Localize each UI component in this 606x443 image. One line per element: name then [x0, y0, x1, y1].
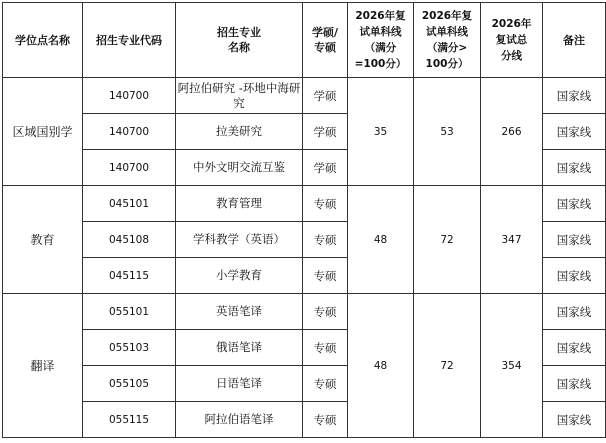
note-cell: 国家线 [543, 186, 606, 222]
note-cell: 国家线 [543, 258, 606, 294]
field-name-cell: 翻译 [3, 294, 83, 438]
major-code-cell: 140700 [83, 150, 176, 186]
major-code-cell: 055103 [83, 330, 176, 366]
note-cell: 国家线 [543, 78, 606, 114]
major-code-cell: 045108 [83, 222, 176, 258]
major-name-cell: 中外文明交流互鉴 [176, 150, 303, 186]
degree-type-cell: 专硕 [303, 222, 348, 258]
note-cell: 国家线 [543, 150, 606, 186]
note-cell: 国家线 [543, 366, 606, 402]
note-cell: 国家线 [543, 330, 606, 366]
header-field: 学位点名称 [3, 3, 83, 78]
score-table [2, 2, 606, 438]
major-name-cell: 俄语笔译 [176, 330, 303, 366]
major-code-cell: 045101 [83, 186, 176, 222]
note-cell: 国家线 [543, 114, 606, 150]
total-score-cell: 354 [481, 294, 543, 438]
major-name-cell: 拉美研究 [176, 114, 303, 150]
major-code-cell: 045115 [83, 258, 176, 294]
major-name-cell: 小学教育 [176, 258, 303, 294]
table-row [3, 294, 606, 330]
degree-type-cell: 专硕 [303, 258, 348, 294]
header-row [3, 3, 606, 78]
degree-type-cell: 专硕 [303, 402, 348, 438]
major-code-cell: 055101 [83, 294, 176, 330]
table-row [3, 186, 606, 222]
header-note: 备注 [543, 3, 606, 78]
single-score-full100-cell: 48 [348, 186, 414, 294]
degree-type-cell: 学硕 [303, 150, 348, 186]
major-name-cell: 阿拉伯语笔译 [176, 402, 303, 438]
header-single-over100: 2026年复 试单科线 （满分> 100分） [414, 3, 481, 78]
field-name-cell: 区域国别学 [3, 78, 83, 186]
major-code-cell: 055105 [83, 366, 176, 402]
major-name-cell: 阿拉伯研究 -环地中海研究 [176, 78, 303, 114]
major-name-cell: 日语笔译 [176, 366, 303, 402]
degree-type-cell: 专硕 [303, 330, 348, 366]
degree-type-cell: 学硕 [303, 114, 348, 150]
degree-type-cell: 专硕 [303, 294, 348, 330]
total-score-cell: 347 [481, 186, 543, 294]
major-name-cell: 教育管理 [176, 186, 303, 222]
header-total: 2026年 复试总 分线 [481, 3, 543, 78]
major-code-cell: 140700 [83, 114, 176, 150]
major-name-cell: 学科教学（英语） [176, 222, 303, 258]
degree-type-cell: 专硕 [303, 366, 348, 402]
major-code-cell: 140700 [83, 78, 176, 114]
single-score-full100-cell: 48 [348, 294, 414, 438]
header-degree: 学硕/ 专硕 [303, 3, 348, 78]
header-major: 招生专业 名称 [176, 3, 303, 78]
single-score-full100-cell: 35 [348, 78, 414, 186]
field-name-cell: 教育 [3, 186, 83, 294]
single-score-over100-cell: 72 [414, 294, 481, 438]
major-code-cell: 055115 [83, 402, 176, 438]
note-cell: 国家线 [543, 294, 606, 330]
degree-type-cell: 学硕 [303, 78, 348, 114]
single-score-over100-cell: 53 [414, 78, 481, 186]
header-code: 招生专业代码 [83, 3, 176, 78]
major-name-cell: 英语笔译 [176, 294, 303, 330]
header-single-full100: 2026年复 试单科线 （满分 =100分） [348, 3, 414, 78]
single-score-over100-cell: 72 [414, 186, 481, 294]
note-cell: 国家线 [543, 222, 606, 258]
degree-type-cell: 专硕 [303, 186, 348, 222]
note-cell: 国家线 [543, 402, 606, 438]
total-score-cell: 266 [481, 78, 543, 186]
table-row [3, 78, 606, 114]
